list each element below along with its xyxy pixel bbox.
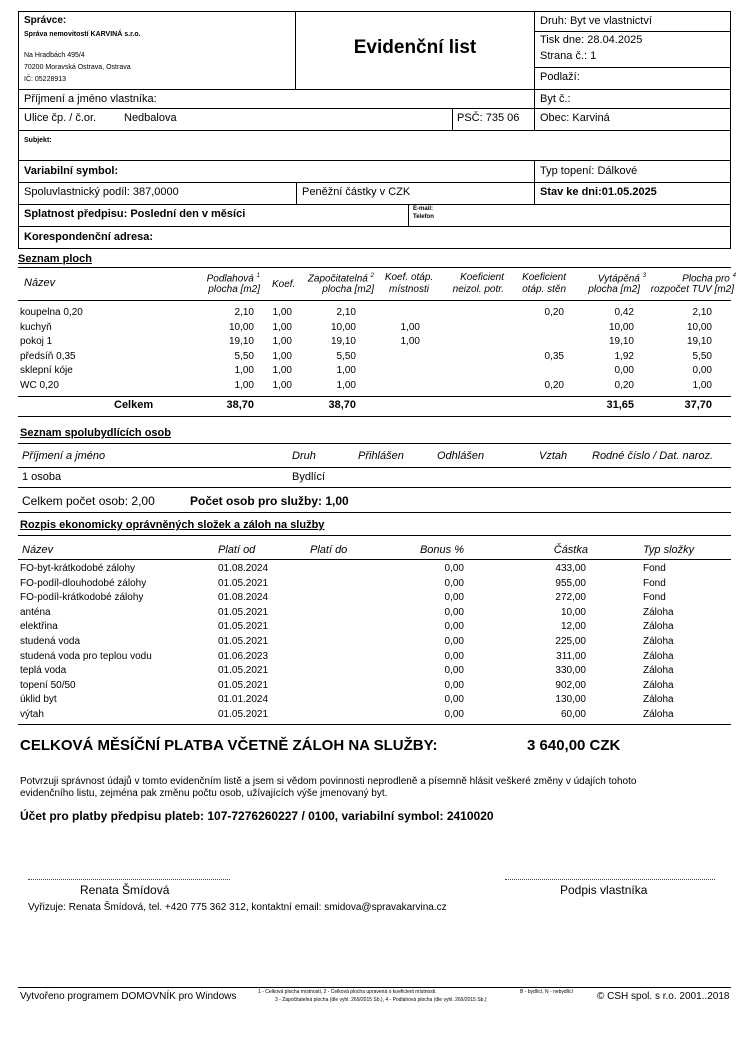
podlazi: Podlaží: bbox=[540, 71, 580, 83]
rozpis-nazev: teplá voda bbox=[20, 665, 67, 677]
plocha-tuv: 2,10 bbox=[692, 307, 712, 318]
plochy-header-zapoc-2: plocha [m2] bbox=[322, 284, 374, 295]
plocha-sten: 0,20 bbox=[544, 379, 564, 391]
rozpis-plati-od: 01.08.2024 bbox=[218, 563, 269, 574]
plocha-zapocitatelna: 2,10 bbox=[336, 307, 356, 318]
rozpis-castka: 272,00 bbox=[555, 592, 586, 604]
plocha-koef-otap: 1,00 bbox=[400, 321, 420, 333]
plocha-koef: 1,00 bbox=[272, 350, 292, 362]
plocha-podlahova: 5,50 bbox=[234, 350, 254, 362]
rozpis-bonus: 0,00 bbox=[444, 636, 464, 647]
rozpis-castka: 311,00 bbox=[556, 650, 586, 662]
plocha-vytapena: 0,42 bbox=[614, 307, 634, 318]
plochy-header-tuv: Plocha pro $^4$ bbox=[682, 273, 736, 285]
rozpis-plati-od: 01.05.2021 bbox=[218, 606, 269, 618]
prijmeni-label: Příjmení a jméno vlastníka: bbox=[24, 93, 157, 105]
variabilni-symbol-label: Variabilní symbol: bbox=[24, 165, 119, 177]
rozpis-typ: Záloha bbox=[643, 709, 674, 720]
plocha-sten: 0,20 bbox=[544, 307, 564, 318]
spravce-ico: IČ: 05228913 bbox=[24, 76, 67, 83]
plocha-nazev: kuchyň bbox=[20, 321, 52, 333]
rozpis-plati-od: 01.05.2021 bbox=[218, 665, 269, 677]
osoby-title: Seznam spolubydlících osob bbox=[20, 427, 171, 439]
rozpis-header-bonus: Bonus % bbox=[419, 544, 464, 556]
plocha-tuv: 0,00 bbox=[692, 365, 712, 376]
druh: Druh: Byt ve vlastnictví bbox=[540, 15, 652, 27]
page-title: Evidenční list bbox=[353, 37, 477, 58]
rozpis-nazev: topení 50/50 bbox=[20, 679, 76, 691]
plocha-podlahova: 1,00 bbox=[234, 365, 254, 376]
footer-note1b: B - bydlící, N - nebydlící bbox=[520, 989, 574, 995]
plochy-header-vytap-2: plocha [m2] bbox=[588, 284, 640, 295]
plocha-tuv: 19,10 bbox=[686, 336, 712, 347]
plocha-nazev: WC 0,20 bbox=[20, 379, 59, 391]
footer-note1: 1 - Celková plocha místnosti, 2 - Celková plocha upravená o koeficient místnosti. bbox=[258, 989, 437, 995]
rozpis-plati-od: 01.01.2024 bbox=[218, 694, 269, 706]
plochy-header-sten-2: otáp. stěn bbox=[522, 284, 566, 295]
plochy-total-podlahova: 38,70 bbox=[226, 399, 254, 411]
splatnost: Splatnost předpisu: Poslední den v měsíci bbox=[24, 208, 246, 220]
rozpis-typ: Fond bbox=[643, 592, 666, 604]
osoby-header-rodne: Rodné číslo / Dat. naroz. bbox=[592, 450, 714, 462]
rozpis-bonus: 0,00 bbox=[444, 577, 464, 589]
rozpis-header-nazev: Název bbox=[22, 544, 54, 556]
osoby-celkem: Celkem počet osob: 2,00 bbox=[22, 494, 155, 508]
plocha-zapocitatelna: 1,00 bbox=[336, 365, 356, 376]
plocha-nazev: pokoj 1 bbox=[20, 336, 53, 347]
rozpis-bonus: 0,00 bbox=[444, 650, 464, 662]
plochy-total-tuv: 37,70 bbox=[684, 399, 712, 411]
plochy-header-podlahova: Podlahová $^1$ bbox=[206, 273, 260, 285]
rozpis-typ: Záloha bbox=[643, 665, 674, 677]
osoby-pro-sluzby: Počet osob pro služby: 1,00 bbox=[190, 494, 349, 508]
plochy-header-tuv-2: rozpočet TUV [m2] bbox=[650, 284, 734, 295]
ulice-label: Ulice čp. / č.or. bbox=[24, 112, 97, 124]
signature-name: Renata Šmídová bbox=[80, 883, 170, 897]
rozpis-typ: Záloha bbox=[643, 679, 674, 691]
penezni-castky: Peněžní částky v CZK bbox=[302, 186, 411, 198]
plochy-header-neizol-2: neizol. potr. bbox=[452, 284, 504, 295]
plocha-zapocitatelna: 5,50 bbox=[336, 350, 356, 362]
tisk-dne: Tisk dne: 28.04.2025 bbox=[540, 34, 643, 46]
plocha-zapocitatelna: 10,00 bbox=[330, 321, 356, 333]
subjekt-label: Subjekt: bbox=[24, 137, 52, 144]
plocha-sten: 0,35 bbox=[544, 350, 564, 362]
plocha-koef: 1,00 bbox=[272, 307, 292, 318]
plochy-total-vytap: 31,65 bbox=[606, 399, 634, 411]
plocha-vytapena: 10,00 bbox=[608, 321, 634, 333]
rozpis-nazev: studená voda bbox=[20, 636, 81, 647]
spravce-address1: Na Hradbách 495/4 bbox=[24, 52, 85, 59]
osoby-header-druh: Druh bbox=[292, 450, 316, 462]
spravce-label: Správce: bbox=[24, 15, 67, 26]
plocha-vytapena: 0,20 bbox=[614, 379, 634, 391]
rozpis-nazev: anténa bbox=[20, 606, 51, 618]
plocha-koef-otap: 1,00 bbox=[400, 336, 420, 347]
plochy-header-vytap: Vytápěná $^3$ bbox=[597, 273, 646, 285]
plocha-zapocitatelna: 19,10 bbox=[330, 336, 356, 347]
rozpis-castka: 130,00 bbox=[555, 694, 586, 706]
plochy-header-nazev: Název bbox=[24, 277, 56, 289]
statement-line2: evidenčního listu, zejména pak změnu počtu osob, užívajících výše jmenovaný byt. bbox=[20, 788, 388, 799]
rozpis-nazev: FO-byt-krátkodobé zálohy bbox=[20, 563, 136, 574]
rozpis-castka: 330,00 bbox=[555, 665, 586, 677]
ucet-pro-platby: Účet pro platby předpisu plateb: 107-7276260227 / 0100, variabilní symbol: 2410020 bbox=[20, 809, 494, 823]
rozpis-plati-od: 01.05.2021 bbox=[218, 679, 269, 691]
plocha-zapocitatelna: 1,00 bbox=[336, 379, 356, 391]
total-payment-label: CELKOVÁ MĚSÍČNÍ PLATBA VČETNĚ ZÁLOH NA SLUŽBY: bbox=[20, 737, 438, 754]
rozpis-castka: 955,00 bbox=[555, 577, 586, 589]
plocha-nazev: předsíň 0,35 bbox=[20, 350, 76, 362]
rozpis-typ: Fond bbox=[643, 577, 666, 589]
rozpis-plati-od: 01.05.2021 bbox=[218, 577, 269, 589]
plochy-header-neizol: Koeficient bbox=[460, 272, 504, 283]
rozpis-plati-od: 01.05.2021 bbox=[218, 621, 269, 633]
rozpis-nazev: FO-podíl-krátkodobé zálohy bbox=[20, 592, 144, 604]
statement-line1: Potvrzuji správnost údajů v tomto evidenčním listě a jsem si vědom povinnosti neprodleně a písemně hlásit veškeré změny v údajích tohoto bbox=[20, 776, 637, 787]
rozpis-castka: 10,00 bbox=[560, 606, 586, 618]
rozpis-header-plati-od: Platí od bbox=[218, 544, 256, 556]
plochy-header-koef: Koef. bbox=[272, 279, 296, 290]
plocha-podlahova: 2,10 bbox=[234, 307, 254, 318]
rozpis-header-castka: Částka bbox=[553, 544, 588, 556]
rozpis-castka: 12,00 bbox=[560, 621, 586, 633]
spravce-address2: 70200 Moravská Ostrava, Ostrava bbox=[24, 64, 131, 71]
rozpis-castka: 902,00 bbox=[555, 679, 586, 691]
plocha-podlahova: 19,10 bbox=[228, 336, 254, 347]
osoby-header-odhlasen: Odhlášen bbox=[437, 450, 485, 462]
plocha-vytapena: 0,00 bbox=[614, 365, 634, 376]
footer-copyright: © CSH spol. s r.o. 2001..2018 bbox=[597, 991, 730, 1002]
plochy-header-koefotap: Koef. otáp. bbox=[384, 272, 434, 283]
ulice-value: Nedbalova bbox=[124, 112, 177, 124]
rozpis-bonus: 0,00 bbox=[444, 592, 464, 604]
rozpis-typ: Záloha bbox=[643, 650, 674, 662]
plocha-koef: 1,00 bbox=[272, 336, 292, 347]
rozpis-plati-od: 01.08.2024 bbox=[218, 592, 269, 604]
psc: PSČ: 735 06 bbox=[457, 112, 520, 124]
obec: Obec: Karviná bbox=[540, 112, 610, 124]
rozpis-bonus: 0,00 bbox=[444, 606, 464, 618]
rozpis-bonus: 0,00 bbox=[444, 694, 464, 706]
plochy-title: Seznam ploch bbox=[18, 253, 92, 265]
footer-program: Vytvořeno programem DOMOVNÍK pro Windows bbox=[20, 991, 237, 1002]
rozpis-bonus: 0,00 bbox=[444, 665, 464, 677]
footer-note2: 3 - Započitatelná plocha (dle vyhl. 269/2015 Sb.), 4 - Podlahová plocha (dle vyhl. 269/2015 Sb.) bbox=[275, 997, 487, 1003]
telefon-label: Telefon bbox=[413, 214, 434, 220]
rozpis-header-plati-do: Platí do bbox=[310, 544, 348, 556]
signature-line-left bbox=[28, 879, 230, 880]
osoby-header-prihlasen: Přihlášen bbox=[358, 450, 404, 462]
email-label: E-mail: bbox=[413, 206, 434, 212]
rozpis-nazev: elektřina bbox=[20, 621, 58, 633]
rozpis-bonus: 0,00 bbox=[444, 709, 464, 720]
spravce-name: Správa nemovitostí KARVINÁ s.r.o. bbox=[24, 31, 141, 38]
rozpis-castka: 433,00 bbox=[555, 563, 586, 574]
osoby-header-vztah: Vztah bbox=[539, 450, 568, 462]
stav-ke-dni: Stav ke dni:01.05.2025 bbox=[540, 186, 657, 198]
total-payment-value: 3 640,00 CZK bbox=[527, 737, 621, 754]
rozpis-typ: Záloha bbox=[643, 694, 674, 706]
rozpis-plati-od: 01.05.2021 bbox=[218, 636, 269, 647]
plochy-total-zapoc: 38,70 bbox=[328, 399, 356, 411]
plochy-header-podlahova-2: plocha [m2] bbox=[208, 284, 260, 295]
rozpis-typ: Fond bbox=[643, 563, 666, 574]
rozpis-typ: Záloha bbox=[643, 636, 674, 647]
plocha-nazev: koupelna 0,20 bbox=[20, 307, 83, 318]
plochy-header-sten: Koeficient bbox=[522, 272, 566, 283]
rozpis-nazev: úklid byt bbox=[20, 694, 57, 706]
spoluvlastnicky-podil: Spoluvlastnický podíl: 387,0000 bbox=[24, 186, 179, 198]
plocha-tuv: 5,50 bbox=[692, 350, 712, 362]
plocha-tuv: 10,00 bbox=[686, 321, 712, 333]
osoby-header-jmeno: Příjmení a jméno bbox=[22, 450, 106, 462]
plocha-koef: 1,00 bbox=[272, 379, 292, 391]
plocha-vytapena: 1,92 bbox=[614, 350, 634, 362]
signature-owner: Podpis vlastníka bbox=[560, 883, 648, 897]
plochy-header-zapoc: Započitatelná $^2$ bbox=[307, 273, 374, 285]
rozpis-typ: Záloha bbox=[643, 606, 674, 618]
rozpis-plati-od: 01.06.2023 bbox=[218, 650, 269, 662]
plochy-total-label: Celkem bbox=[114, 399, 154, 411]
rozpis-bonus: 0,00 bbox=[444, 621, 464, 633]
rozpis-nazev: studená voda pro teplou vodu bbox=[20, 650, 152, 662]
rozpis-bonus: 0,00 bbox=[444, 563, 464, 574]
plocha-tuv: 1,00 bbox=[692, 379, 712, 391]
rozpis-plati-od: 01.05.2021 bbox=[218, 709, 269, 720]
plocha-vytapena: 19,10 bbox=[608, 336, 634, 347]
plocha-koef: 1,00 bbox=[272, 365, 292, 376]
plocha-nazev: sklepní kóje bbox=[20, 365, 73, 376]
osoba-row-druh: Bydlící bbox=[292, 471, 326, 483]
signature-line-right bbox=[505, 879, 715, 880]
rozpis-nazev: výtah bbox=[20, 709, 44, 720]
plocha-koef: 1,00 bbox=[272, 321, 292, 333]
rozpis-header-typ: Typ složky bbox=[643, 544, 695, 556]
rozpis-castka: 60,00 bbox=[560, 709, 586, 720]
rozpis-bonus: 0,00 bbox=[444, 679, 464, 691]
korespondencni-adresa: Korespondenční adresa: bbox=[24, 231, 153, 243]
rozpis-castka: 225,00 bbox=[555, 636, 586, 647]
byt-label: Byt č.: bbox=[540, 93, 571, 105]
rozpis-nazev: FO-podíl-dlouhodobé zálohy bbox=[20, 577, 147, 589]
typ-topeni: Typ topení: Dálkové bbox=[540, 165, 638, 177]
rozpis-typ: Záloha bbox=[643, 621, 674, 633]
plocha-podlahova: 1,00 bbox=[234, 379, 254, 391]
strana: Strana č.: 1 bbox=[540, 50, 597, 62]
plochy-header-koefotap-2: místnosti bbox=[388, 284, 429, 295]
osoba-row-jmeno: 1 osoba bbox=[22, 471, 62, 483]
rozpis-title: Rozpis ekonomicky oprávněných složek a záloh na služby bbox=[20, 519, 325, 531]
vyrizuje: Vyřizuje: Renata Šmídová, tel. +420 775 362 312, kontaktní email: smidova@spravakarvina.cz bbox=[28, 902, 447, 913]
plocha-podlahova: 10,00 bbox=[228, 321, 254, 333]
